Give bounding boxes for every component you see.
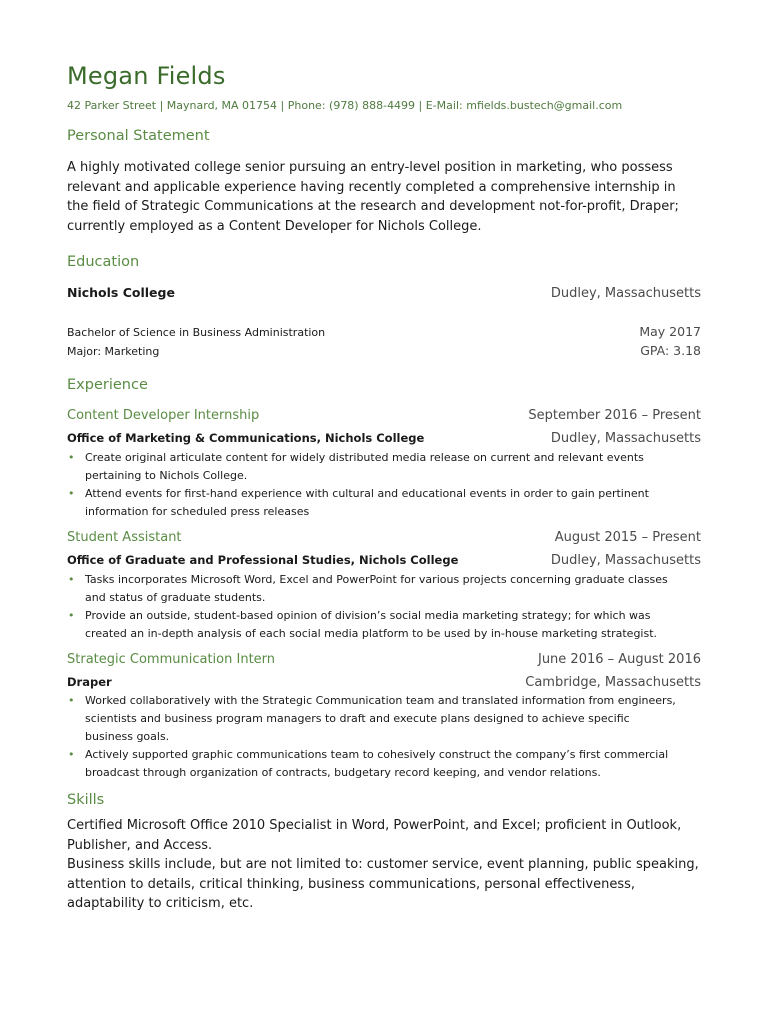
job-bullet-list <box>67 571 687 643</box>
bullet-icon: • <box>68 573 75 586</box>
bullet-icon: • <box>68 694 75 707</box>
list-item: • Actively supported graphic communications team to cohesively construct the company’s first commercial broadcast through organization of contracts, budgetary record keeping, and vendor relations. <box>68 748 669 779</box>
job-location: Dudley, Massachusetts <box>550 431 701 446</box>
skills-certifications: Certified Microsoft Office 2010 Specialist in Word, PowerPoint, and Excel; proficient in Outlook, Publisher, and Access. <box>67 818 682 853</box>
experience-heading: Experience <box>67 377 148 393</box>
job-title: Student Assistant <box>67 530 182 545</box>
major: Major: Marketing <box>67 345 160 358</box>
list-item: • Tasks incorporates Microsoft Word, Excel and PowerPoint for various projects concerning graduate classes and status of graduate students. <box>68 573 668 604</box>
job-bullet-list <box>67 449 687 521</box>
job-org-row <box>67 431 701 446</box>
job-dates: August 2015 – Present <box>554 530 701 545</box>
bullet-icon: • <box>68 451 75 464</box>
education-heading: Education <box>67 254 140 270</box>
skills-heading: Skills <box>67 792 105 808</box>
list-item: • Worked collaboratively with the Strategic Communication team and translated information from engineers, scientists and business program managers to draft and execute plans designed to achieve specific business goals. <box>68 694 676 743</box>
job-title: Strategic Communication Intern <box>67 652 276 667</box>
candidate-name: Megan Fields <box>67 62 226 90</box>
bullet-icon: • <box>68 748 75 761</box>
job-location: Cambridge, Massachusetts <box>525 675 701 690</box>
list-item: • Attend events for first-hand experience with cultural and educational events in order to gain pertinent information for scheduled press releases <box>68 487 649 518</box>
list-item: • Provide an outside, student-based opinion of division’s social media marketing strategy; for which was created an in-depth analysis of each social media platform to be used by in-house marketing strategist. <box>68 609 658 640</box>
education-school-row <box>67 285 701 301</box>
contact-line: 42 Parker Street | Maynard, MA 01754 | Phone: (978) 888-4499 | E-Mail: mfields.bustech@gmail.com <box>67 99 623 112</box>
bullet-icon: • <box>68 609 75 622</box>
bullet-icon: • <box>68 487 75 500</box>
education-degree-row <box>67 324 701 339</box>
job-organization: Office of Graduate and Professional Studies, Nichols College <box>67 553 459 567</box>
list-item: • Create original articulate content for widely distributed media release on current and relevant events pertaining to Nichols College. <box>68 451 644 482</box>
job-title-row <box>67 408 701 423</box>
job-dates: June 2016 – August 2016 <box>537 652 701 667</box>
job-bullet-list <box>67 692 687 782</box>
education-major-row <box>67 343 701 358</box>
job-location: Dudley, Massachusetts <box>550 553 701 568</box>
personal-statement-text: A highly motivated college senior pursuing an entry-level position in marketing, who possess relevant and applicable experience having recently completed a comprehensive internship in the field of Strategic Communications at the research and development not-for-profit, Draper; currently employed as a Content Developer for Nichols College. <box>67 160 679 234</box>
job-organization: Office of Marketing & Communications, Nichols College <box>67 431 425 445</box>
school-location: Dudley, Massachusetts <box>550 286 701 301</box>
job-org-row <box>67 675 701 690</box>
gpa: GPA: 3.18 <box>640 343 701 358</box>
job-organization: Draper <box>67 675 112 689</box>
job-title-row <box>67 652 701 667</box>
job-title-row <box>67 530 701 545</box>
job-title: Content Developer Internship <box>67 408 260 423</box>
job-dates: September 2016 – Present <box>528 408 701 423</box>
degree-date: May 2017 <box>639 324 701 339</box>
job-org-row <box>67 553 701 568</box>
degree-name: Bachelor of Science in Business Administration <box>67 326 326 339</box>
school-name: Nichols College <box>67 285 175 300</box>
skills-business: Business skills include, but are not limited to: customer service, event planning, public speaking, attention to details, critical thinking, business communications, personal effectiveness, adaptability to criticism, etc. <box>67 857 699 911</box>
personal-statement-heading: Personal Statement <box>67 128 210 144</box>
